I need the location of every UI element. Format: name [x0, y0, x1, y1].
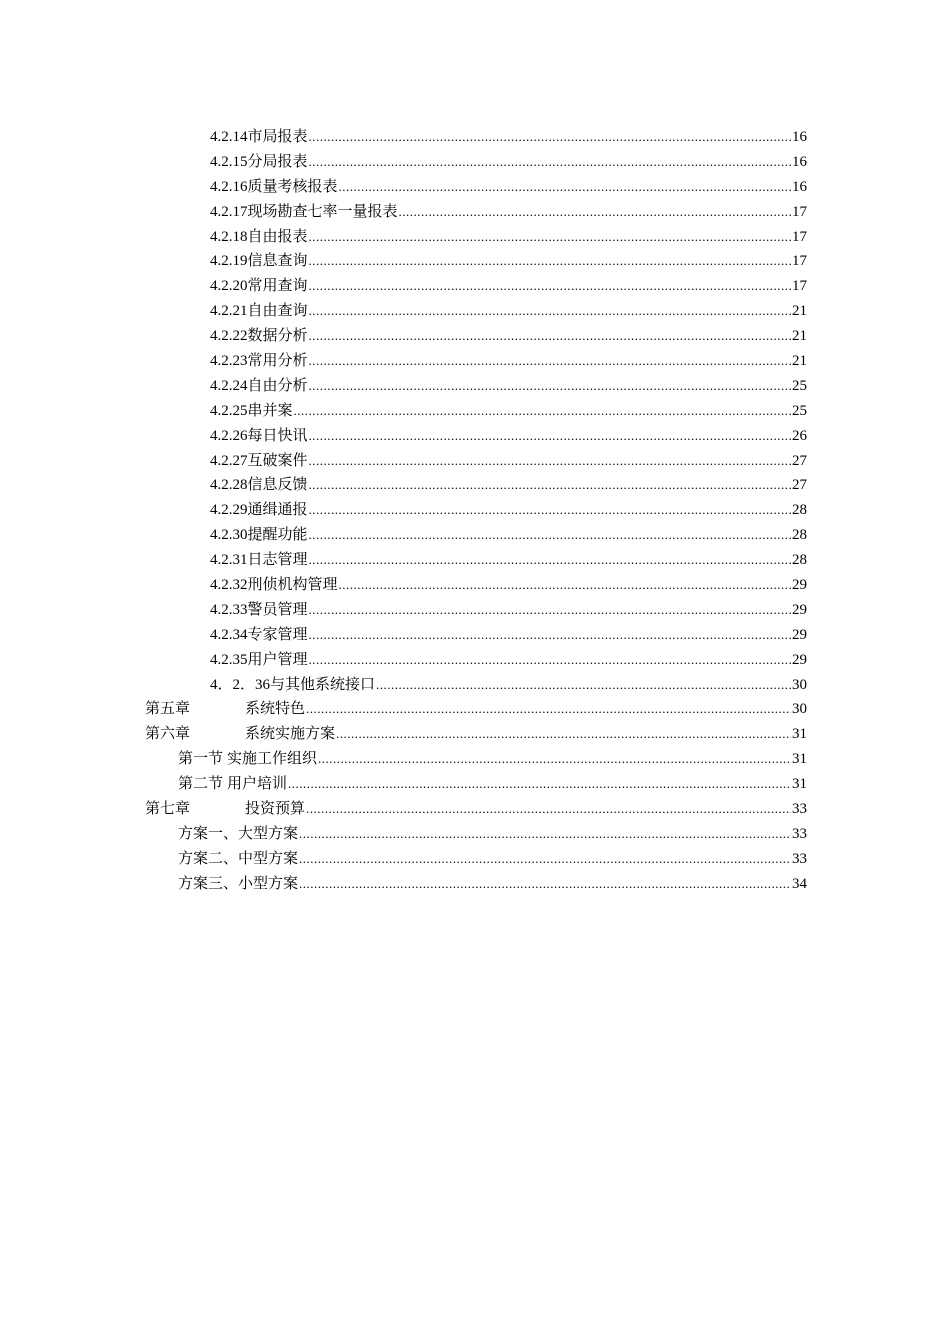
toc-dot-leader	[336, 722, 791, 747]
toc-entry-number: 4.2.26	[210, 427, 248, 444]
toc-entry-number: 4.2.20	[210, 278, 248, 295]
toc-entry-number: 第一节	[178, 751, 224, 768]
toc-entry-number: 4.2.21	[210, 303, 248, 320]
toc-dot-leader	[339, 175, 791, 200]
toc-entry-number: 第五章	[145, 701, 191, 718]
toc-entry-page: 27	[792, 452, 807, 469]
toc-dot-leader	[309, 598, 791, 623]
toc-entry-number: 4.2.16	[210, 178, 248, 195]
toc-entry-number: 第二节	[178, 776, 224, 793]
toc-entry-number: 4.2.30	[210, 527, 248, 544]
toc-entry-title: 信息查询	[247, 253, 308, 270]
toc-entry-number: 4.2.29	[210, 502, 248, 519]
toc-entry-page: 21	[792, 328, 807, 345]
toc-entry[interactable]	[145, 772, 807, 797]
toc-entry-page: 16	[792, 129, 807, 145]
toc-entry-number: 4.2.32	[210, 577, 248, 594]
toc-entry-number: 4.2.24	[210, 377, 248, 394]
toc-entry[interactable]	[145, 847, 807, 872]
toc-entry-page: 29	[792, 601, 807, 618]
toc-entry[interactable]	[145, 225, 807, 250]
toc-entry-page: 25	[792, 402, 807, 419]
toc-entry-page: 26	[792, 427, 807, 444]
toc-entry-page: 21	[792, 303, 807, 320]
toc-entry-page: 33	[792, 825, 807, 842]
toc-entry-title: 警员管理	[247, 601, 308, 618]
toc-entry-number: 4.2.31	[210, 552, 248, 569]
toc-entry-title: 分局报表	[247, 153, 308, 170]
toc-entry-title: 方案一、大型方案	[178, 825, 299, 842]
toc-entry-number: 4.2.22	[210, 328, 248, 345]
toc-entry-title: 每日快讯	[247, 427, 308, 444]
toc-entry-title: 串并案	[247, 402, 293, 419]
toc-dot-leader	[294, 399, 791, 424]
toc-entry[interactable]	[145, 274, 807, 299]
toc-entry-page: 17	[792, 278, 807, 295]
toc-entry-page: 31	[792, 726, 807, 743]
toc-entry[interactable]	[145, 125, 807, 150]
toc-dot-leader	[318, 747, 791, 772]
toc-entry-title: 自由报表	[247, 228, 308, 245]
toc-entry[interactable]	[145, 747, 807, 772]
toc-entry-page: 17	[792, 228, 807, 245]
toc-entry-page: 29	[792, 651, 807, 668]
toc-entry-title: 市局报表	[247, 129, 308, 145]
table-of-contents	[145, 125, 807, 897]
toc-entry-title: 刑侦机构管理	[247, 577, 338, 594]
toc-entry-page: 27	[792, 477, 807, 494]
toc-entry[interactable]	[145, 374, 807, 399]
toc-entry-page: 30	[792, 701, 807, 718]
toc-entry-number: 4.2.18	[210, 228, 248, 245]
toc-entry[interactable]	[145, 473, 807, 498]
toc-entry[interactable]	[145, 673, 807, 698]
toc-entry[interactable]	[145, 623, 807, 648]
toc-entry-page: 34	[792, 875, 807, 892]
toc-dot-leader	[309, 349, 791, 374]
toc-entry-page: 31	[792, 776, 807, 793]
toc-entry-title: 现场勘查七率一量报表	[247, 203, 398, 220]
toc-dot-leader	[309, 374, 791, 399]
toc-dot-leader	[309, 150, 791, 175]
toc-entry-number: 4.2.23	[210, 353, 248, 370]
toc-entry[interactable]	[145, 523, 807, 548]
toc-entry[interactable]	[145, 200, 807, 225]
toc-entry-title: 实施工作组织	[227, 751, 318, 768]
toc-entry-page: 16	[792, 178, 807, 195]
toc-entry-title: 常用分析	[247, 353, 308, 370]
toc-dot-leader	[339, 573, 791, 598]
toc-dot-leader	[306, 697, 791, 722]
toc-entry[interactable]	[145, 424, 807, 449]
toc-entry-page: 33	[792, 801, 807, 818]
toc-entry-title: 自由分析	[247, 377, 308, 394]
toc-entry[interactable]	[145, 498, 807, 523]
toc-entry[interactable]	[145, 175, 807, 200]
toc-dot-leader	[309, 623, 791, 648]
toc-entry-title: 常用查询	[247, 278, 308, 295]
toc-entry-number: 4.2.28	[210, 477, 248, 494]
toc-entry[interactable]	[145, 697, 807, 722]
toc-entry-number: 第七章	[145, 801, 191, 818]
toc-entry[interactable]	[145, 324, 807, 349]
toc-entry-title: 自由查询	[247, 303, 308, 320]
toc-entry-title: 方案二、中型方案	[178, 850, 299, 867]
toc-entry[interactable]	[145, 797, 807, 822]
toc-dot-leader	[309, 523, 791, 548]
toc-entry-title: 投资预算	[245, 801, 306, 818]
toc-entry-page: 25	[792, 377, 807, 394]
toc-dot-leader	[309, 473, 791, 498]
toc-dot-leader	[299, 872, 791, 897]
toc-entry-title: 日志管理	[247, 552, 308, 569]
toc-entry-title: 与其他系统接口	[270, 676, 376, 693]
toc-entry[interactable]	[145, 573, 807, 598]
toc-dot-leader	[306, 797, 791, 822]
toc-entry-page: 21	[792, 353, 807, 370]
toc-entry-number: 4.2.33	[210, 601, 248, 618]
toc-entry-title: 通缉通报	[247, 502, 308, 519]
toc-dot-leader	[309, 299, 791, 324]
toc-entry-title: 用户管理	[247, 651, 308, 668]
toc-entry-title: 互破案件	[247, 452, 308, 469]
toc-entry[interactable]	[145, 299, 807, 324]
toc-dot-leader	[309, 249, 791, 274]
toc-entry-title: 数据分析	[247, 328, 308, 345]
toc-dot-leader	[309, 274, 791, 299]
toc-entry-number: 4.2.17	[210, 203, 248, 220]
toc-entry[interactable]	[145, 598, 807, 623]
toc-entry[interactable]	[145, 822, 807, 847]
toc-entry[interactable]	[145, 249, 807, 274]
toc-entry-page: 30	[792, 676, 807, 693]
toc-entry[interactable]	[145, 399, 807, 424]
toc-entry-page: 33	[792, 850, 807, 867]
toc-dot-leader	[299, 847, 791, 872]
toc-entry-number: 4.2.27	[210, 452, 248, 469]
toc-entry-page: 28	[792, 527, 807, 544]
toc-dot-leader	[309, 125, 791, 150]
toc-entry-page: 29	[792, 577, 807, 594]
toc-entry-title: 质量考核报表	[247, 178, 338, 195]
toc-dot-leader	[309, 225, 791, 250]
toc-entry-page: 17	[792, 203, 807, 220]
toc-entry[interactable]	[145, 548, 807, 573]
toc-entry-title: 信息反馈	[247, 477, 308, 494]
toc-entry[interactable]	[145, 722, 807, 747]
toc-entry-title: 方案三、小型方案	[178, 875, 299, 892]
toc-entry[interactable]	[145, 349, 807, 374]
toc-entry-page: 29	[792, 626, 807, 643]
toc-dot-leader	[299, 822, 791, 847]
toc-entry-number: 4．2．36	[210, 676, 271, 693]
toc-entry[interactable]	[145, 449, 807, 474]
toc-entry-title: 提醒功能	[247, 527, 308, 544]
toc-dot-leader	[309, 424, 791, 449]
toc-entry[interactable]	[145, 150, 807, 175]
toc-entry-number: 4.2.25	[210, 402, 248, 419]
toc-entry-page: 28	[792, 502, 807, 519]
toc-dot-leader	[399, 200, 791, 225]
toc-entry[interactable]	[145, 872, 807, 897]
toc-entry-title: 专家管理	[247, 626, 308, 643]
toc-entry-number: 4.2.34	[210, 626, 248, 643]
toc-entry-page: 28	[792, 552, 807, 569]
toc-entry[interactable]	[145, 648, 807, 673]
toc-dot-leader	[376, 673, 791, 698]
toc-dot-leader	[309, 324, 791, 349]
toc-entry-title: 用户培训	[227, 776, 288, 793]
toc-dot-leader	[309, 498, 791, 523]
toc-entry-title: 系统特色	[245, 701, 306, 718]
toc-entry-page: 16	[792, 153, 807, 170]
toc-entry-page: 17	[792, 253, 807, 270]
toc-entry-number: 4.2.19	[210, 253, 248, 270]
toc-entry-page: 31	[792, 751, 807, 768]
toc-entry-number: 4.2.15	[210, 153, 248, 170]
toc-entry-number: 第六章	[145, 726, 191, 743]
toc-entry-number: 4.2.14	[210, 129, 248, 145]
toc-dot-leader	[309, 449, 791, 474]
toc-dot-leader	[309, 648, 791, 673]
toc-dot-leader	[309, 548, 791, 573]
toc-entry-number: 4.2.35	[210, 651, 248, 668]
toc-dot-leader	[288, 772, 791, 797]
toc-entry-title: 系统实施方案	[245, 726, 336, 743]
